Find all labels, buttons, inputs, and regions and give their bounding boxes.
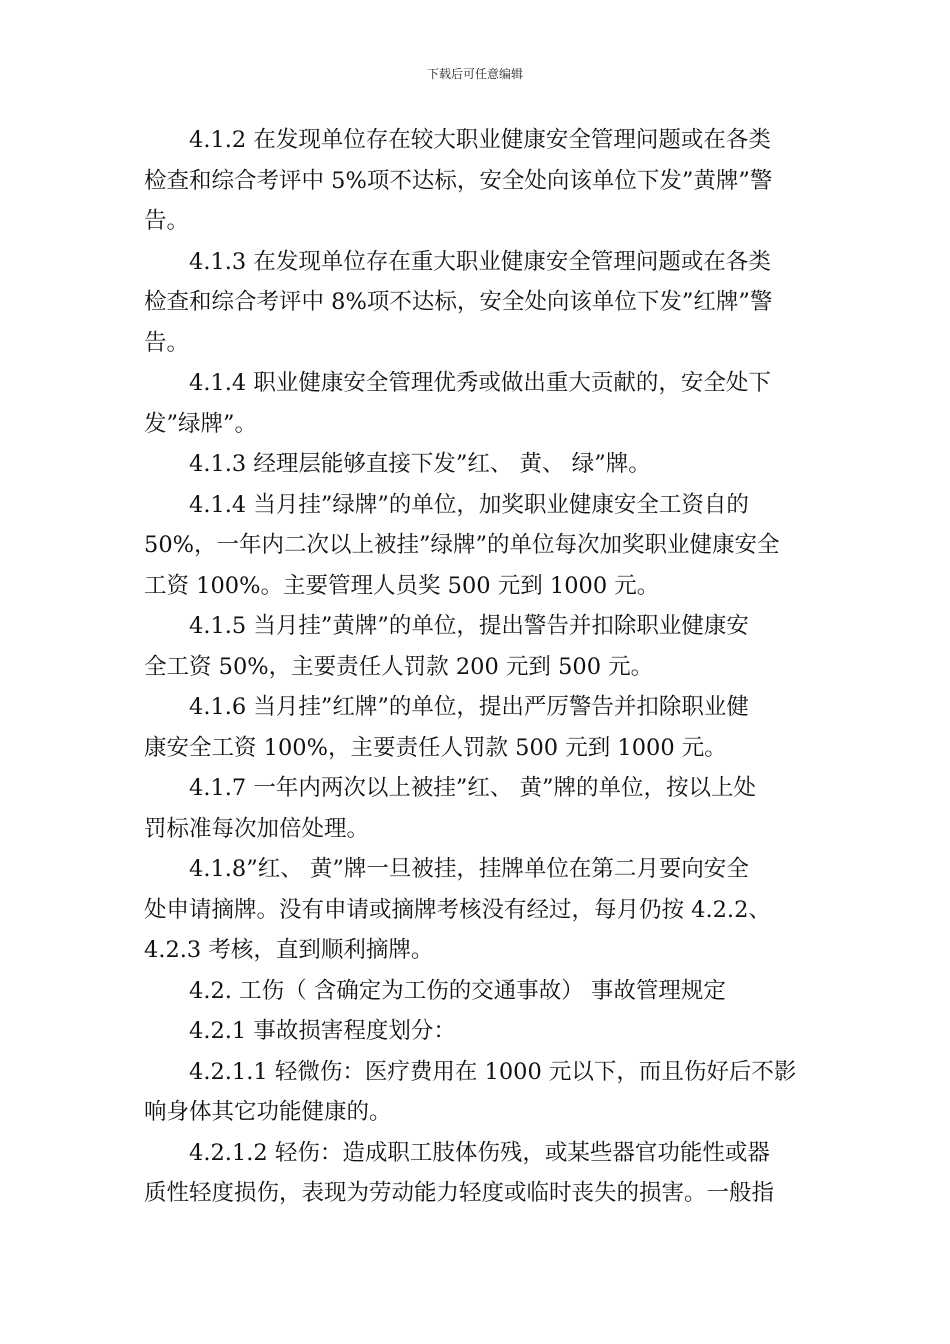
text-line: 工资 100%。主要管理人员奖 500 元到 1000 元。 — [144, 572, 660, 599]
text-line: 4.1.2 在发现单位存在较大职业健康安全管理问题或在各类 — [189, 127, 771, 153]
text-line: 4.1.5 当月挂”黄牌”的单位，提出警告并扣除职业健康安 — [189, 613, 749, 639]
text-line: 4.2. 工伤（ 含确定为工伤的交通事故） 事故管理规定 — [189, 977, 726, 1004]
document-body — [144, 120, 808, 1214]
paragraph — [144, 444, 808, 485]
page-header: 下载后可任意编辑 — [426, 67, 523, 81]
paragraph — [144, 971, 808, 1012]
paragraph — [144, 687, 808, 768]
text-line: 全工资 50%，主要责任人罚款 200 元到 500 元。 — [144, 653, 654, 680]
text-line: 4.1.4 职业健康安全管理优秀或做出重大贡献的，安全处下 — [189, 370, 771, 396]
text-line: 4.2.1.2 轻伤：造成职工肢体伤残，或某些器官功能性或器 — [189, 1139, 770, 1166]
text-line: 4.1.6 当月挂”红牌”的单位，提出严厉警告并扣除职业健 — [189, 694, 749, 720]
paragraph — [144, 606, 808, 687]
text-line: 响身体其它功能健康的。 — [144, 1099, 392, 1125]
text-line: 4.1.8”红、 黄”牌一旦被挂，挂牌单位在第二月要向安全 — [189, 856, 749, 882]
text-line: 4.1.7 一年内两次以上被挂”红、 黄”牌的单位，按以上处 — [189, 775, 757, 801]
text-line: 发”绿牌”。 — [144, 410, 258, 437]
text-line: 康安全工资 100%，主要责任人罚款 500 元到 1000 元。 — [144, 734, 727, 761]
paragraph — [144, 485, 808, 607]
paragraph — [144, 1133, 808, 1214]
paragraph — [144, 768, 808, 849]
paragraph — [144, 242, 808, 364]
text-line: 4.1.4 当月挂”绿牌”的单位，加奖职业健康安全工资自的 — [189, 491, 749, 518]
paragraph — [144, 849, 808, 971]
text-line: 质性轻度损伤，表现为劳动能力轻度或临时丧失的损害。一般指 — [144, 1180, 775, 1206]
text-line: 4.2.1 事故损害程度划分： — [189, 1018, 456, 1044]
text-line: 处申请摘牌。没有申请或摘牌考核没有经过，每月仍按 4.2.2、 — [144, 896, 771, 923]
paragraph — [144, 1052, 808, 1133]
text-line: 50%，一年内二次以上被挂”绿牌”的单位每次加奖职业健康安全 — [144, 532, 780, 558]
text-line: 4.1.3 经理层能够直接下发”红、 黄、 绿”牌。 — [189, 451, 651, 477]
text-line: 4.2.1.1 轻微伤：医疗费用在 1000 元以下，而且伤好后不影 — [189, 1058, 797, 1085]
paragraph — [144, 120, 808, 242]
text-line: 告。 — [144, 329, 190, 356]
paragraph — [144, 363, 808, 444]
paragraph — [144, 1011, 808, 1052]
text-line: 4.2.3 考核，直到顺利摘牌。 — [144, 937, 434, 963]
text-line: 罚标准每次加倍处理。 — [144, 815, 370, 842]
text-line: 4.1.3 在发现单位存在重大职业健康安全管理问题或在各类 — [189, 248, 771, 275]
text-line: 告。 — [144, 208, 190, 234]
text-line: 检查和综合考评中 5%项不达标，安全处向该单位下发”黄牌”警 — [144, 167, 773, 194]
text-line: 检查和综合考评中 8%项不达标，安全处向该单位下发”红牌”警 — [144, 289, 773, 315]
